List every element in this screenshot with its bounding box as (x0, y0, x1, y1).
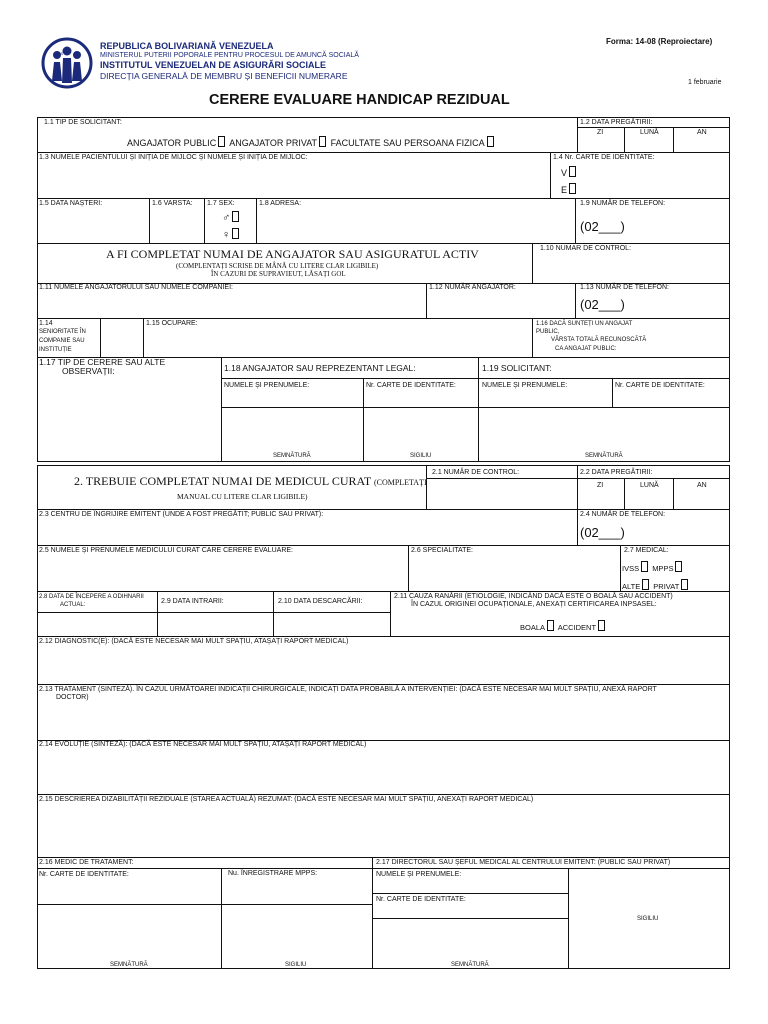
field-1-1-label: 1.1 TIP DE SOLICITANT: (44, 119, 122, 126)
checkbox-private-employer[interactable] (319, 136, 326, 147)
applicant-signature-area[interactable] (480, 409, 728, 451)
director-signature-area[interactable] (374, 920, 566, 958)
checkbox-mpps[interactable] (675, 561, 682, 572)
field-2-7-label: 2.7 MEDICAL: (624, 547, 669, 554)
diagnosis-input[interactable] (39, 647, 728, 682)
director-name-input[interactable] (374, 880, 566, 892)
treatment-input[interactable] (39, 704, 728, 738)
doctor-name-input[interactable] (39, 556, 406, 589)
address-input[interactable] (258, 209, 573, 241)
id-type-v: V (561, 166, 578, 179)
observations-input[interactable] (39, 378, 219, 460)
form-code: Forma: 14-08 (Reproiectare) (606, 37, 713, 46)
field-2-4-label: 2.4 NUMĂR DE TELEFON: (580, 511, 666, 518)
rest-start-date-input[interactable] (39, 614, 155, 634)
employer-rep-id-label: Nr. CARTE DE IDENTITATE: (366, 382, 456, 389)
field-2-10-label: 2.10 DATA DESCARCĂRII: (278, 598, 363, 605)
treating-doctor-seal-area (223, 906, 370, 958)
checkbox-faculty-person[interactable] (487, 136, 494, 147)
phone-prefix-2-4[interactable]: (02___) (580, 525, 625, 540)
field-1-15-label: 1.15 OCUPARE: (146, 320, 198, 327)
field-1-4-label: 1.4 Nr. CARTE DE IDENTITATE: (553, 154, 655, 161)
org-line-4: DIRECȚIA GENERALĂ DE MEMBRU ȘI BENEFICII NUMERARE (100, 71, 348, 81)
section-2-title: 2. TREBUIE COMPLETAT NUMAI DE MEDICUL CURAT (COMPLETAȚI (74, 474, 427, 488)
field-1-6-label: 1.6 VARSTA: (152, 200, 193, 207)
option-private-employer: ANGAJATOR PRIVAT (229, 138, 318, 148)
treating-doctor-mpps-input[interactable] (223, 880, 370, 902)
discharge-date-input[interactable] (275, 614, 388, 634)
field-2-1-label: 2.1 NUMĂR DE CONTROL: (432, 469, 520, 476)
checkbox-male[interactable] (232, 211, 239, 222)
field-2-3-label: 2.3 CENTRU DE ÎNGRIJIRE EMITENT (UNDE A FOST PREGĂTIT; PUBLIC SAU PRIVAT): (39, 511, 324, 518)
employer-rep-id-input[interactable] (365, 390, 476, 405)
cause-options: BOALA ACCIDENT (520, 620, 607, 633)
checkbox-ivss[interactable] (641, 561, 648, 572)
field-2-13-line-2: DOCTOR) (56, 694, 89, 701)
checkbox-accident[interactable] (598, 620, 605, 631)
logo-text: IVSS (54, 51, 64, 56)
sex-female (222, 228, 241, 241)
org-line-3: INSTITUTUL VENEZUELAN DE ASIGURĂRI SOCIALE (100, 60, 327, 70)
birth-date-input[interactable] (39, 209, 147, 241)
org-line-1: REPUBLICA BOLIVARIANĂ VENEZUELA (100, 41, 274, 51)
care-center-input[interactable] (39, 520, 575, 543)
employer-rep-name-input[interactable] (223, 390, 361, 405)
medical-type-row-2: ALTE PRIVAT (622, 579, 690, 592)
field-2-5-label: 2.5 NUMELE ȘI PRENUMELE MEDICULUI CURAT CARE CERERE EVALUARE: (39, 547, 294, 554)
treating-doctor-signature-label: SEMNĂTURĂ (110, 962, 148, 968)
field-2-6-label: 2.6 SPECIALITATE: (411, 547, 473, 554)
employer-seal-label: SIGILIU (410, 453, 432, 459)
employer-section-sub-1: (COMPLENTAȚI SCRISE DE MÂNĂ CU LITERE CLAR LIGIBILE) (176, 262, 379, 270)
field-1-11-label: 1.11 NUMELE ANGAJATORULUI SAU NUMELE COMPANIEI: (39, 284, 233, 291)
treating-doctor-id-label: Nr. CARTE DE IDENTITATE: (39, 871, 129, 878)
employer-seal-area (365, 409, 476, 451)
field-2-14-label: 2.14 EVOLUȚIE (SINTEZĂ): (DACĂ ESTE NECESAR MAI MULT SPAȚIU, ATAȘAȚI RAPORT MEDICAL) (39, 741, 367, 748)
female-icon: ♀ (222, 229, 231, 241)
seniority-input[interactable] (102, 320, 141, 355)
month-label: LUNĂ (640, 129, 659, 136)
applicant-type-options (127, 136, 496, 149)
employer-signature-label: SEMNĂTURĂ (273, 453, 311, 459)
checkbox-female[interactable] (232, 228, 239, 239)
field-1-14-line-4: INSTITUȚIE (39, 347, 72, 353)
checkbox-privat[interactable] (681, 579, 688, 590)
treating-doctor-mpps-label: Nu. ÎNREGISTRARE MPPS: (228, 870, 318, 877)
checkbox-v[interactable] (569, 166, 576, 177)
applicant-signature-label: SEMNĂTURĂ (585, 453, 623, 459)
occupation-input[interactable] (146, 329, 530, 355)
field-1-3-label: 1.3 NUMELE PACIENTULUI ȘI INIȚIA DE MIJLOC ȘI NUMELE ȘI INIȚIA DE MIJLOC: (39, 154, 308, 161)
applicant-id-label: Nr. CARTE DE IDENTITATE: (615, 382, 705, 389)
treating-doctor-signature-area[interactable] (39, 906, 219, 958)
field-1-10-label: 1.10 NUMAR DE CONTROL: (540, 245, 632, 252)
page-title: CERERE EVALUARE HANDICAP REZIDUAL (209, 92, 510, 108)
field-1-16-line-3: VÂRSTA TOTALĂ RECUNOSCĂTĂ (551, 337, 647, 343)
male-icon: ♂ (222, 212, 231, 224)
director-seal-label: SIGILIU (637, 916, 659, 922)
checkbox-e[interactable] (569, 183, 576, 194)
field-2-8-line-2: ACTUAL: (60, 602, 86, 608)
field-1-12-label: 1.12 NUMĂR ANGAJATOR: (429, 284, 516, 291)
date-note: 1 februarie (688, 79, 722, 86)
applicant-name-input[interactable] (480, 390, 610, 405)
treating-doctor-id-input[interactable] (39, 880, 219, 902)
field-2-16-label: 2.16 MEDIC DE TRATAMENT: (39, 859, 134, 866)
field-1-18-label: 1.18 ANGAJATOR SAU REPREZENTANT LEGAL: (224, 363, 416, 373)
treating-doctor-seal-label: SIGILIU (285, 962, 307, 968)
checkbox-public-employer[interactable] (218, 136, 225, 147)
field-1-7-label: 1.7 SEX: (207, 200, 235, 207)
disability-description-input[interactable] (39, 806, 728, 855)
phone-prefix-1-13[interactable]: (02___) (580, 297, 625, 312)
month-label-2: LUNĂ (640, 482, 659, 489)
employer-section-title: A FI COMPLETAT NUMAI DE ANGAJATOR SAU ASIGURATUL ACTIV (106, 247, 479, 261)
field-2-2-label: 2.2 DATA PREGĂTIRII: (580, 469, 653, 476)
field-1-14-line-2: SENIORITATE ÎN (39, 329, 86, 335)
field-1-9-label: 1.9 NUMĂR DE TELEFON: (580, 200, 666, 207)
ivss-logo (41, 37, 93, 89)
year-label-2: AN (697, 482, 707, 489)
field-1-16-line-1: 1.16 DACĂ SUNTEȚI UN ANGAJAT (536, 321, 633, 327)
sex-male (222, 211, 241, 224)
field-2-11-line-2: ÎN CAZUL ORIGINEI OCUPAȚIONALE, ANEXAȚI CERTIFICAREA INPSASEL: (411, 601, 657, 608)
field-2-13-line-1: 2.13 TRATAMENT (SINTEZĂ). ÎN CAZUL URMĂTOAREI INDICAȚII CHIRURGICALE, INDICAȚI DATA PROBABILĂ A INTERVENȚIEI: (DACĂ ESTE NECESAR MAI MULT SPAȚIU, ANEXĂ RAPORT (39, 686, 657, 693)
field-2-17-label: 2.17 DIRECTORUL SAU ȘEFUL MEDICAL AL CENTRULUI EMITENT: (PUBLIC SAU PRIVAT) (376, 859, 671, 866)
director-id-label: Nr. CARTE DE IDENTITATE: (376, 896, 466, 903)
option-public-employer: ANGAJATOR PUBLIC (127, 138, 217, 148)
director-id-input[interactable] (374, 905, 566, 917)
age-input[interactable] (151, 209, 202, 241)
field-2-11-line-1: 2.11 CAUZA RANĂRII (ETIOLOGIE, INDICÂND DACĂ ESTE O BOALĂ SAU ACCIDENT) (394, 593, 673, 600)
employer-signature-area[interactable] (223, 409, 361, 451)
admission-date-input[interactable] (159, 614, 271, 634)
field-1-19-label: 1.19 SOLICITANT: (482, 363, 552, 373)
field-1-13-label: 1.13 NUMĂR DE TELEFON: (580, 284, 669, 291)
field-1-17-line-1: 1.17 TIP DE CERERE SAU ALTE (39, 357, 166, 367)
field-1-17-line-2: OBSERVAȚII: (62, 366, 115, 376)
field-2-12-label: 2.12 DIAGNOSTIC(E): (DACĂ ESTE NECESAR MAI MULT SPAȚIU, ATAȘAȚI RAPORT MEDICAL) (39, 638, 349, 645)
field-1-16-line-4: CA ANGAJAT PUBLIC: (555, 346, 617, 352)
applicant-name-label: NUMELE ȘI PRENUMELE: (482, 382, 568, 389)
field-1-14-line-3: COMPANIE SAU (39, 338, 85, 344)
control-number-input[interactable] (534, 254, 728, 281)
applicant-id-input[interactable] (614, 390, 728, 405)
day-label: ZI (597, 129, 604, 136)
field-2-9-label: 2.9 DATA INTRARII: (161, 598, 224, 605)
phone-prefix-1-9[interactable]: (02___) (580, 219, 625, 234)
director-signature-label: SEMNĂTURĂ (451, 962, 489, 968)
date-prepared-input[interactable] (578, 138, 729, 151)
checkbox-alte[interactable] (642, 579, 649, 590)
employer-section-sub-2: ÎN CAZURI DE SUPRAVIEUT, LĂSAȚI GOL (211, 270, 346, 278)
field-2-15-label: 2.15 DESCRIEREA DIZABILITĂȚII REZIDUALE (STAREA ACTUALĂ) REZUMAT: (DACĂ ESTE NECESAR MAI MULT SPAȚIU, ANEXAȚI RAPORT MEDICAL) (39, 796, 534, 803)
employer-rep-name-label: NUMELE ȘI PRENUMELE: (224, 382, 310, 389)
field-1-8-label: 1.8 ADRESA: (259, 200, 302, 207)
director-name-label: NUMELE ȘI PRENUMELE: (376, 871, 462, 878)
field-1-16-line-2: PUBLIC, (536, 329, 560, 335)
section-2-sub: MANUAL CU LITERE CLAR LIGIBILE) (177, 492, 308, 501)
field-1-2-label: 1.2 DATA PREGĂTIRII: (580, 119, 653, 126)
option-faculty-person: FACULTATE SAU PERSOANA FIZICA (330, 138, 485, 148)
field-1-5-label: 1.5 DATA NAȘTERI: (39, 200, 103, 207)
medical-type-row-1: IVSS MPPS (622, 561, 684, 574)
evolution-input[interactable] (39, 751, 728, 792)
field-1-14-label: 1.14 (39, 320, 53, 327)
day-label-2: ZI (597, 482, 604, 489)
id-type-e: E (561, 183, 578, 196)
year-label: AN (697, 129, 707, 136)
employer-number-input[interactable] (428, 293, 573, 316)
date-prepared-2-input[interactable] (578, 491, 729, 508)
org-line-2: MINISTERUL PUTERII POPORALE PENTRU PROCESUL DE AMUNCĂ SOCIALĂ (100, 52, 359, 59)
field-2-8-line-1: 2.8 DATA DE ÎNCEPERE A ODIHNARII (39, 594, 144, 600)
patient-name-input[interactable] (39, 163, 548, 196)
checkbox-boala[interactable] (547, 620, 554, 631)
specialty-input[interactable] (410, 556, 618, 589)
employer-name-input[interactable] (39, 293, 424, 316)
control-number-2-input[interactable] (428, 480, 575, 507)
